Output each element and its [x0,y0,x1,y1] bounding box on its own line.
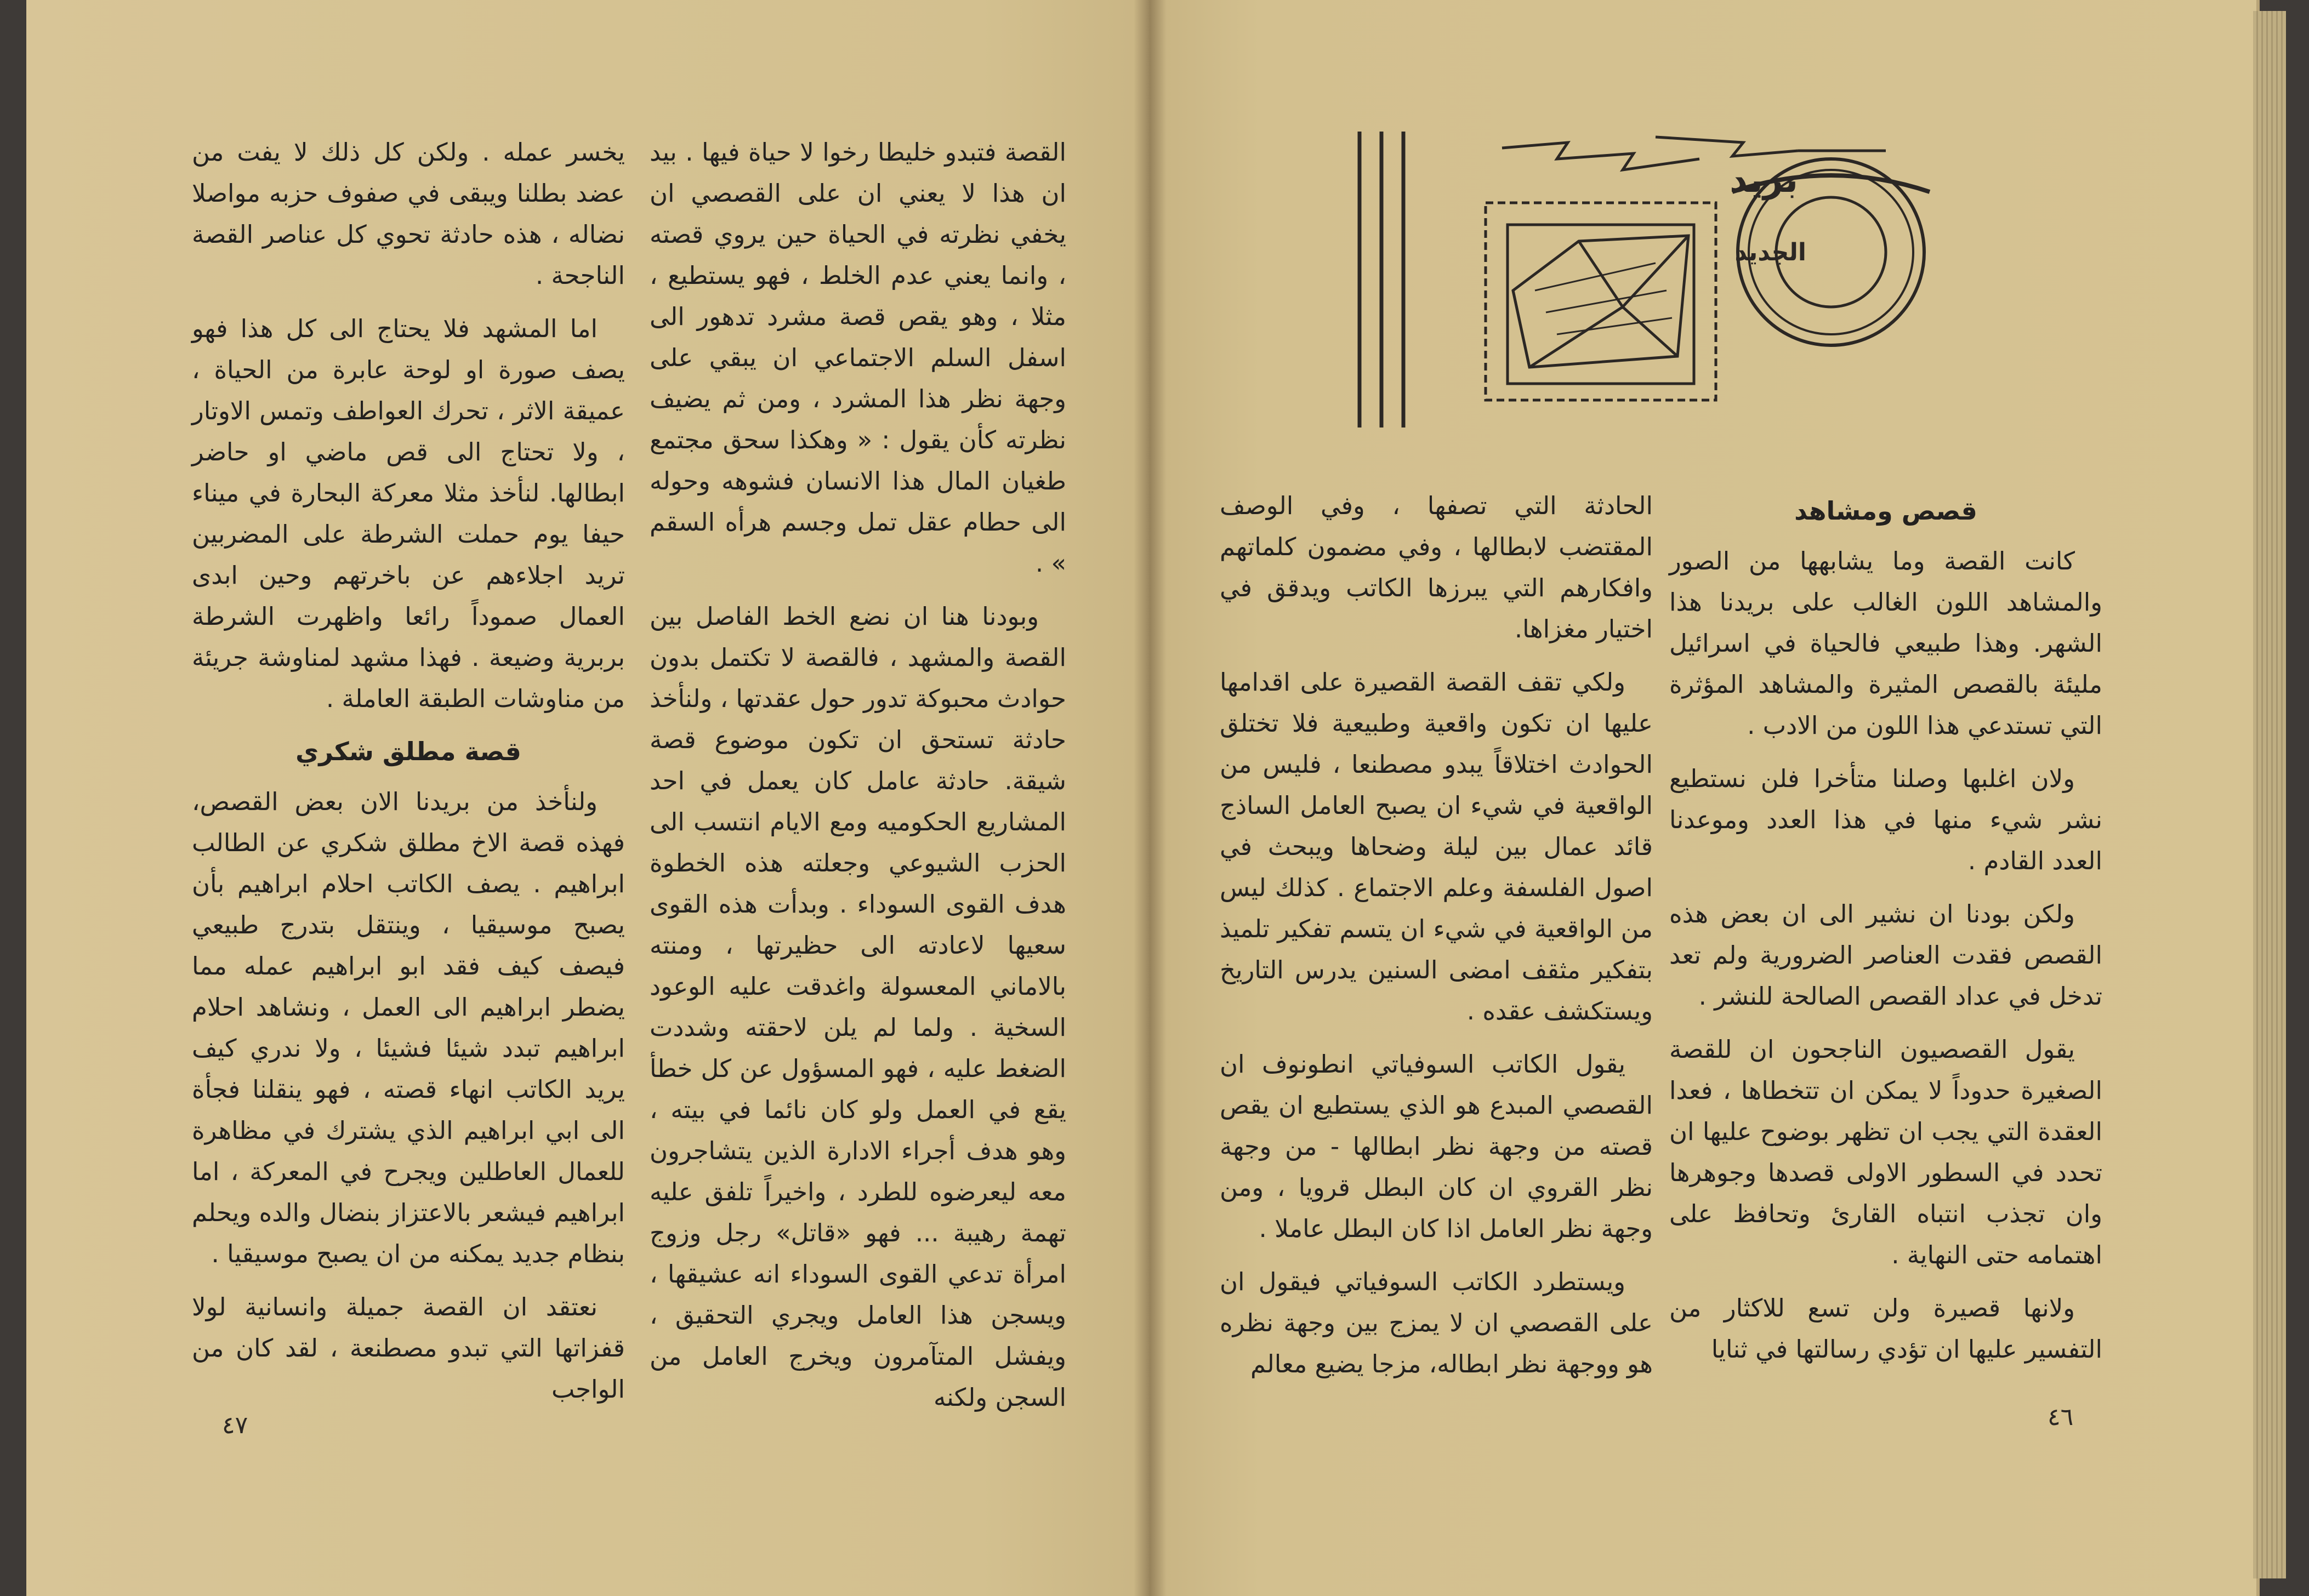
paragraph: ولان اغلبها وصلنا متأخرا فلن نستطيع نشر شيء منها في هذا العدد وموعدنا العدد القادم . [1669,764,2102,875]
mail-illustration [1349,126,1995,433]
postmark-label: الجديد [1734,238,1806,266]
paragraph: يخسر عمله . ولكن كل ذلك لا يفت من عضد بطلنا ويبقى في صفوف حزبه مواصلا نضاله ، هذه حادثة تحوي كل عناصر القصة الناجحة . [192,138,625,290]
paragraph: يقول القصصيون الناجحون ان للقصة الصغيرة حدوداً لا يمكن ان تتخطاها ، فعدا العقدة التي يجب ان تظهر بوضوح عليها ان تحدد في السطور الاولى قصدها وجوهرها وان تجذب انتباه القارئ وتحافظ على اهتمامه حتى النهاية . [1669,1035,2102,1269]
stamp-icon [1486,203,1716,400]
paragraph: ولانها قصيرة ولن تسع للاكثار من التفسير عليها ان تؤدي رسالتها في ثنايا [1669,1293,2102,1364]
left-page-left-column [192,132,625,1422]
stamp-label: بريد [1730,160,1798,201]
paragraph: ولكن بودنا ان نشير الى ان بعض هذه القصص فقدت العناصر الضرورية ولم تعد تدخل في عداد القصص الصالحة للنشر . [1669,899,2102,1011]
paragraph: ويستطرد الكاتب السوفياتي فيقول ان على القصصي ان لا يمزج بين وجهة نظره هو ووجهة نظر ابطاله، مزجا يضيع معالم [1220,1267,1653,1378]
vertical-rules [1360,132,1403,428]
page-number: ٤٦ [2048,1403,2074,1431]
section-heading: قصص ومشاهد [1794,496,1977,526]
right-page-left-column [1220,485,1653,1397]
book-gutter [1134,0,1167,1596]
page-number: ٤٧ [222,1411,248,1439]
page-edges [2253,11,2286,1578]
section-heading: قصة مطلق شكري [295,737,521,766]
paragraph: اما المشهد فلا يحتاج الى كل هذا فهو يصف صورة او لوحة عابرة من الحياة ، عميقة الاثر ، تحرك العواطف وتمس الاوتار ، ولا تحتاج الى قص ماضي او حاضر ابطالها. لنأخذ مثلا معركة البحارة في ميناء حيفا يوم حملت الشرطة على المضربين تريد اجلاءهم عن باخرتهم وحين ابدى العمال صموداً رائعا واظهرت الشرطة بربرية وضيعة . فهذا مشهد لمناوشة جريئة من مناوشات الطبقة العاملة . [192,314,625,713]
left-page-right-column [650,132,1066,1430]
paragraph: الحادثة التي تصفها ، وفي الوصف المقتضب لابطالها ، وفي مضمون كلماتهم وافكارهم التي يبرزها الكاتب ويدقق في اختيار مغزاها. [1220,491,1653,643]
paragraph: نعتقد ان القصة جميلة وانسانية لولا قفزاتها التي تبدو مصطنعة ، لقد كان من الواجب [192,1292,625,1404]
right-page-right-column [1669,485,2102,1382]
lightning-lines [1502,137,1886,170]
paragraph: كانت القصة وما يشابهها من الصور والمشاهد اللون الغالب على بريدنا هذا الشهر. وهذا طبيعي فالحياة في اسرائيل مليئة بالقصص المثيرة والمشاهد المؤثرة التي تستدعي هذا اللون من الادب . [1669,546,2102,740]
paragraph: القصة فتبدو خليطا رخوا لا حياة فيها . بيد ان هذا لا يعني ان على القصصي ان يخفي نظرته في الحياة حين يروي قصته ، وانما يعني عدم الخلط ، فهو يستطيع ، مثلا ، وهو يقص قصة مشرد تدهور الى اسفل السلم الاجتماعي ان يبقي على وجهة نظر هذا المشرد ، ومن ثم يضيف نظرته كأن يقول : « وهكذا سحق مجتمع طغيان المال هذا الانسان فشوهه وحوله الى حطام عقل تمل وجسم هرأه السقم » . [650,138,1066,578]
paragraph: يقول الكاتب السوفياتي انطونوف ان القصصي المبدع هو الذي يستطيع ان يقص قصته من وجهة نظر ابطالها - من وجهة نظر القروي ان كان البطل قرويا ، ومن وجهة نظر العامل اذا كان البطل عاملا . [1220,1050,1653,1243]
paragraph: ولكي تقف القصة القصيرة على اقدامها عليها ان تكون واقعية وطبيعية فلا تختلق الحوادث اختلاقاً يبدو مصطنعا ، فليس من الواقعية في شيء ان يصبح العامل الساذج قائد عمال بين ليلة وضحاها ويبحث في اصول الفلسفة وعلم الاجتماع . كذلك ليس من الواقعية في شيء ان يتسم تفكير تلميذ بتفكير مثقف امضى السنين يدرس التاريخ ويستكشف عقده . [1220,668,1653,1025]
paragraph: ولنأخذ من بريدنا الان بعض القصص، فهذه قصة الاخ مطلق شكري عن الطالب ابراهيم . يصف الكاتب احلام ابراهيم بأن يصبح موسيقيا ، وينتقل بتدرج طبيعي فيصف كيف فقد ابو ابراهيم عمله مما يضطر ابراهيم الى العمل ، ونشاهد احلام ابراهيم تبدد شيئا فشيئا ، ولا ندري كيف يريد الكاتب انهاء قصته ، فهو ينقلنا فجأة الى ابي ابراهيم الذي يشترك في مظاهرة للعمال العاطلين ويجرح في المعركة ، اما ابراهيم فيشعر بالاعتزاز بنضال والده ويحلم بنظام جديد يمكنه من ان يصبح موسيقيا . [192,787,625,1268]
paragraph: وبودنا هنا ان نضع الخط الفاصل بين القصة والمشهد ، فالقصة لا تكتمل بدون حوادث محبوكة تدور حول عقدتها ، ولنأخذ حادثة تستحق ان تكون موضوع قصة شيقة. حادثة عامل كان يعمل في احد المشاريع الحكوميه ومع الايام انتسب الى الحزب الشيوعي وجعلته هذه الخطوة هدف القوى السوداء . وبدأت هذه القوى سعيها لاعادته الى حظيرتها ، ومنته بالاماني المعسولة واغدقت عليه الوعود السخية . ولما لم يلن لاحقته وشددت الضغط عليه ، فهو المسؤول عن كل خطأ يقع في العمل ولو كان نائما في بيته ، وهو هدف أجراء الادارة الذين يتشاجرون معه ليعرضوه للطرد ، واخيراً تلفق عليه تهمة رهيبة ... فهو «قاتل» رجل وزوج امرأة تدعي القوى السوداء انه عشيقها ، ويسجن هذا العامل ويجري التحقيق ، ويفشل المتآمرون ويخرج العامل من السجن ولكنه [650,602,1066,1412]
